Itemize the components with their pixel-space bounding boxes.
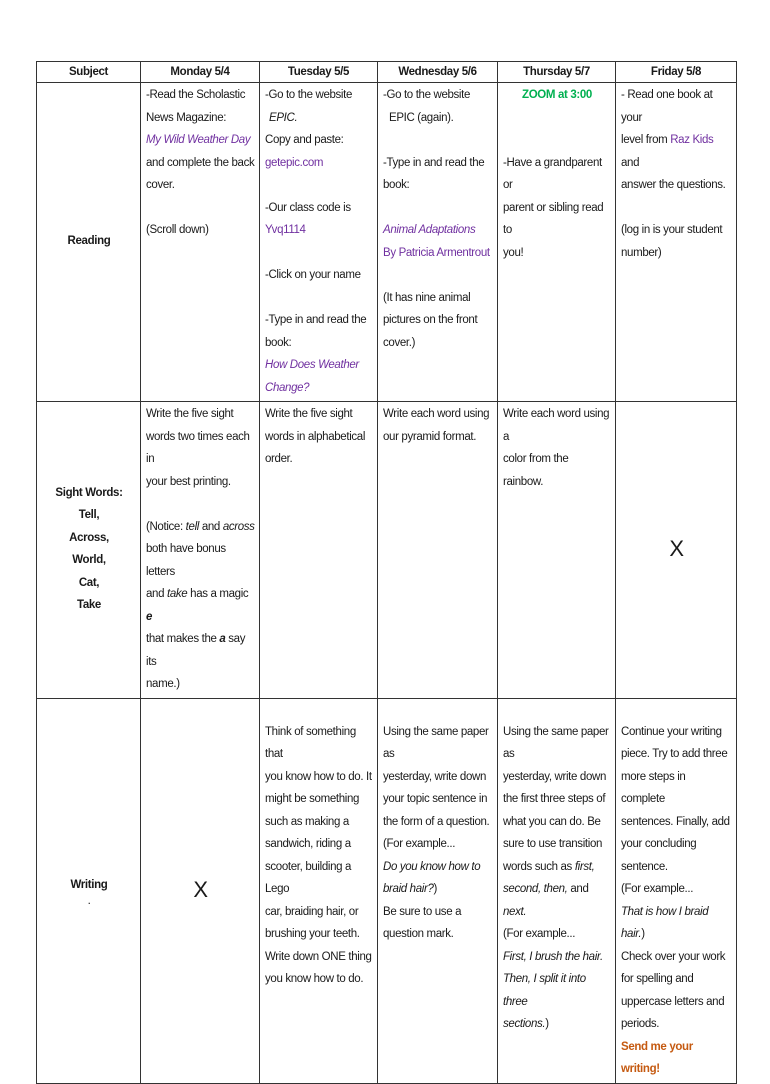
sight-wednesday-cell [378, 402, 498, 699]
writing-wednesday-cell [378, 698, 498, 1083]
text-line: First, I brush the hair. [503, 950, 603, 963]
text-line [503, 856, 611, 879]
text-line: words two times each in [146, 430, 250, 465]
header-wednesday: Wednesday 5/6 [378, 62, 498, 83]
reading-row [37, 83, 737, 402]
label-line: Take [77, 599, 101, 612]
text-line: you! [503, 246, 524, 259]
reading-friday-cell [616, 83, 737, 402]
text-fragment: second, then, [503, 883, 568, 895]
text-fragment: first, [574, 860, 595, 873]
text-line: News Magazine: [146, 111, 227, 124]
text-line: sandwich, riding a [265, 838, 351, 850]
text-line: car, braiding hair, or [265, 905, 359, 918]
text-fragment: say its [146, 633, 246, 668]
class-code: Yvq1114 [265, 224, 306, 236]
text-fragment: that makes the [146, 633, 220, 645]
text-line: -Our class code is [265, 201, 351, 214]
text-line: book: [265, 336, 292, 349]
text-line: sentence. [621, 860, 668, 873]
text-line: Using the same paper as [503, 725, 609, 760]
text-fragment: and [198, 520, 223, 533]
text-line: EPIC. [269, 111, 298, 124]
text-line: for spelling and [621, 973, 694, 985]
label-line: Sight Words: [55, 486, 123, 499]
text-line: more steps in complete [621, 770, 686, 805]
reading-thursday-cell [498, 83, 616, 402]
reading-monday-cell [141, 83, 260, 402]
text-line: -Click on your name [265, 269, 361, 281]
header-monday: Monday 5/4 [141, 62, 260, 83]
label-line: World, [72, 554, 106, 567]
text-line: might be something [265, 793, 360, 805]
text-fragment: level from [621, 134, 671, 146]
text-line: periods. [621, 1018, 660, 1030]
writing-thursday-cell [498, 698, 616, 1083]
word-tell: tell [185, 520, 199, 533]
sight-words-row [37, 402, 737, 699]
weekly-schedule-table [36, 61, 737, 1084]
text-line: name.) [146, 678, 180, 690]
text-line [621, 129, 732, 174]
text-line: -Go to the website [265, 89, 353, 101]
header-subject: Subject [37, 62, 141, 83]
text-line: brushing your teeth. [265, 928, 360, 940]
text-line: sure to use transition [503, 838, 603, 850]
text-line: color from the rainbow. [503, 453, 569, 488]
book-title: Change? [265, 381, 310, 394]
text-line: parent or sibling read to [503, 201, 604, 236]
text-fragment: ) [433, 883, 437, 895]
text-line: Write each word using [383, 408, 490, 420]
text-line: you know how to do. [265, 973, 364, 985]
reading-label: Reading [37, 83, 141, 402]
text-line: (Scroll down) [146, 224, 209, 236]
text-line: the form of a question. [383, 815, 490, 828]
book-author: By Patricia Armentrout [383, 246, 490, 259]
text-fragment: has a magic [187, 588, 249, 600]
text-line: your topic sentence in [383, 793, 488, 805]
text-line: Then, I split it into three [503, 973, 586, 1008]
text-line: uppercase letters and [621, 995, 725, 1008]
text-line [383, 878, 493, 901]
zoom-time: ZOOM at 3:00 [522, 89, 592, 101]
epic-url-link[interactable]: getepic.com [265, 156, 324, 169]
writing-monday-none-mark: X [141, 698, 260, 1083]
writing-row [37, 698, 737, 1083]
writing-tuesday-cell [260, 698, 378, 1083]
text-line: yesterday, write down [383, 770, 487, 783]
label-line: Tell, [78, 509, 100, 522]
text-line: Write the five sight [265, 408, 353, 420]
writing-label [37, 698, 141, 1083]
text-line: cover. [146, 179, 175, 191]
text-fragment: (Notice: [146, 520, 186, 533]
letter-a: a [219, 633, 226, 645]
text-line: (For example... [621, 883, 694, 895]
text-line [503, 1013, 611, 1036]
word-across: across [222, 520, 255, 533]
writing-friday-cell [616, 698, 737, 1083]
text-line [146, 628, 255, 673]
send-writing-note: Send me your writing! [621, 1040, 693, 1075]
sight-tuesday-cell [260, 402, 378, 699]
text-line: question mark. [383, 928, 454, 940]
text-line: Write down ONE thing [265, 950, 372, 963]
text-line: (It has nine animal [383, 291, 471, 304]
reading-tuesday-cell [260, 83, 378, 402]
text-line: and complete the back [146, 156, 255, 169]
label-line: Across, [69, 531, 109, 544]
text-line [621, 901, 732, 946]
text-line: cover.) [383, 336, 416, 349]
text-fragment: and [567, 883, 589, 895]
text-line: Do you know how to [383, 860, 481, 873]
text-line: -Go to the website [383, 89, 471, 101]
text-line: - Read one book at your [621, 89, 713, 124]
letter-e: e [146, 610, 153, 623]
text-line: such as making a [265, 815, 349, 828]
word-take: take [166, 588, 188, 600]
text-line [146, 583, 255, 628]
magazine-link[interactable]: My Wild Weather Day [146, 134, 251, 146]
text-fragment: next. [503, 905, 527, 918]
text-fragment: That is how I braid hair. [621, 905, 709, 940]
reading-wednesday-cell [378, 83, 498, 402]
text-line: -Type in and read the [265, 314, 367, 326]
text-fragment: ) [641, 928, 645, 940]
text-line: order. [265, 453, 293, 465]
sight-monday-cell [141, 402, 260, 699]
text-line: Be sure to use a [383, 905, 462, 918]
text-line: Write each word using a [503, 408, 610, 443]
text-line [503, 878, 611, 923]
text-line: -Have a grandparent or [503, 156, 602, 191]
text-line: (log in is your student [621, 224, 723, 236]
text-line: yesterday, write down [503, 770, 607, 783]
text-line: scooter, building a Lego [265, 860, 352, 895]
header-tuesday: Tuesday 5/5 [260, 62, 378, 83]
text-line: book: [383, 179, 410, 191]
text-line: what you can do. Be [503, 815, 601, 828]
text-line: the first three steps of [503, 793, 606, 805]
text-fragment: sections. [503, 1018, 546, 1030]
text-fragment: ) [545, 1018, 549, 1030]
header-thursday: Thursday 5/7 [498, 62, 616, 83]
text-line: Copy and paste: [265, 134, 344, 146]
text-line: EPIC (again). [389, 111, 454, 124]
book-title: How Does Weather [265, 359, 359, 371]
text-line: -Type in and read the [383, 156, 485, 169]
label-dot: . [87, 895, 91, 908]
text-line: Write the five sight [146, 408, 234, 420]
text-line: Think of something that [265, 725, 356, 760]
text-line: answer the questions. [621, 179, 726, 191]
text-line: sentences. Finally, add [621, 815, 730, 828]
text-line: (For example... [383, 838, 456, 850]
text-line [146, 516, 255, 539]
label-line: Cat, [78, 576, 100, 589]
text-line: pictures on the front [383, 314, 478, 326]
text-line: piece. Try to add three [621, 748, 728, 760]
text-fragment: words such as [503, 860, 575, 873]
text-line: -Read the Scholastic [146, 89, 246, 101]
book-title: Animal Adaptations [383, 224, 476, 236]
text-line: Continue your writing [621, 725, 722, 738]
sight-words-label [37, 402, 141, 699]
header-row [37, 62, 737, 83]
text-line: Using the same paper as [383, 725, 489, 760]
sight-friday-none-mark: X [616, 402, 737, 699]
text-line: number) [621, 246, 662, 259]
text-line: (For example... [503, 928, 576, 940]
text-line: both have bonus letters [146, 543, 226, 578]
text-fragment: braid hair? [383, 883, 434, 895]
text-line: your best printing. [146, 475, 231, 488]
label-line: Writing [70, 878, 108, 891]
sight-thursday-cell [498, 402, 616, 699]
text-line: your concluding [621, 838, 697, 850]
text-line: words in alphabetical [265, 430, 366, 443]
text-line: you know how to do. It [265, 770, 372, 783]
text-fragment: and [621, 156, 640, 169]
text-line: our pyramid format. [383, 430, 477, 443]
text-fragment: and [146, 588, 167, 600]
raz-kids-link[interactable]: Raz Kids [670, 134, 714, 146]
text-line: Check over your work [621, 950, 726, 963]
header-friday: Friday 5/8 [616, 62, 737, 83]
